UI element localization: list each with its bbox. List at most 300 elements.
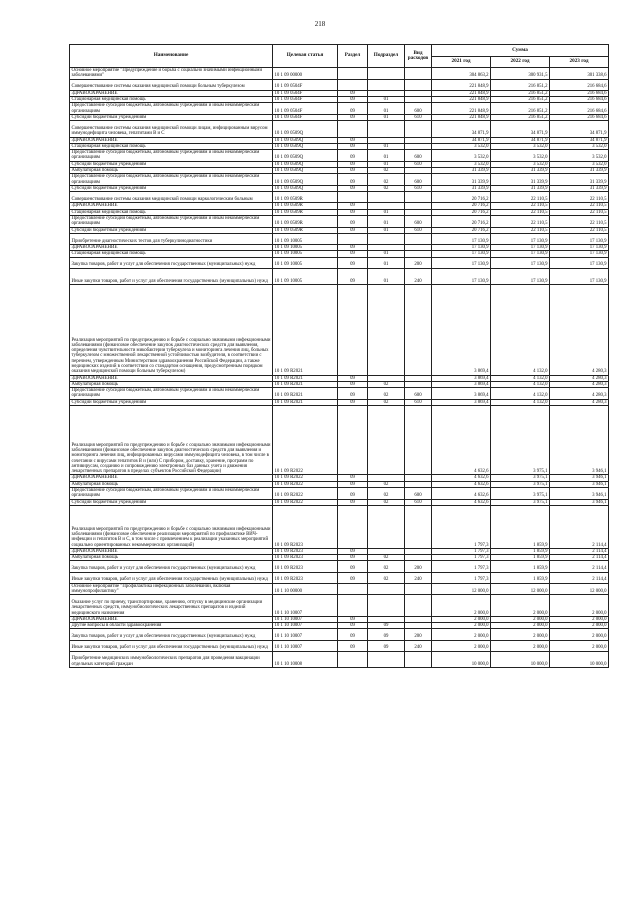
row-expense-type-cell [405,505,432,548]
row-2021-cell: 4 632,6 [432,406,491,475]
row-section-cell [338,79,368,90]
row-section-cell [338,505,368,548]
row-expense-type-cell: 610 [405,499,432,505]
row-2021-cell: 3 869,4 [432,284,491,375]
row-subsection-cell: 09 [368,640,405,651]
row-subsection-cell: 02 [368,185,405,191]
row-2022-cell: 3 975,1 [491,499,550,505]
table-row [70,150,609,162]
row-2023-cell: 22 110,5 [550,215,609,227]
row-section-cell: 09 [338,640,368,651]
row-2022-cell: 3 532,0 [491,150,550,162]
row-target-cell: 10 1 09 0504F [273,103,338,115]
row-2022-cell: 34 871,9 [491,137,550,143]
row-2022-cell: 4 132,0 [491,381,550,387]
row-2022-cell: 4 132,0 [491,375,550,381]
row-subsection-cell: 01 [368,103,405,115]
table-row [70,488,609,500]
row-subsection-cell: 01 [368,150,405,162]
table-row [70,233,609,244]
row-target-cell: 10 1 09 0509Q [273,150,338,162]
row-2021-cell: 17 130,9 [432,244,491,250]
row-target-cell: 10 1 09 R2023 [273,555,338,561]
row-section-cell [338,192,368,203]
row-section-cell: 09 [338,572,368,583]
table-row [70,572,609,583]
row-2023-cell: 4 280,3 [550,375,609,381]
row-2023-cell: 216 684,6 [550,114,609,120]
row-name-cell: Закупка товаров, работ и услуг для обеспечения государственных (муниципальных) нужд [70,561,273,572]
header-sum: Сумма [432,45,609,57]
row-subsection-cell: 01 [368,251,405,257]
row-2023-cell: 2 000,0 [550,616,609,622]
row-expense-type-cell [405,121,432,137]
row-name-cell: ЗДРАВООХРАНЕНИЕ [70,244,273,250]
row-2023-cell: 2 000,0 [550,640,609,651]
row-expense-type-cell: 240 [405,268,432,284]
row-2021-cell: 31 339,9 [432,168,491,174]
table-row [70,121,609,137]
row-name-cell: ЗДРАВООХРАНЕНИЕ [70,475,273,481]
row-subsection-cell: 01 [368,268,405,284]
row-2021-cell: 1 797,3 [432,561,491,572]
row-section-cell: 09 [338,381,368,387]
row-2021-cell: 12 000,0 [432,583,491,595]
row-expense-type-cell [405,68,432,80]
row-expense-type-cell: 600 [405,103,432,115]
row-section-cell: 09 [338,90,368,96]
row-section-cell [338,406,368,475]
row-target-cell: 10 1 10 10008 [273,651,338,667]
row-2023-cell: 3 946,1 [550,406,609,475]
row-target-cell: 10 1 09 R2022 [273,499,338,505]
row-name-cell: Стационарная медицинская помощь [70,251,273,257]
row-expense-type-cell: 610 [405,399,432,405]
row-2022-cell: 3 532,0 [491,143,550,149]
table-row [70,215,609,227]
row-expense-type-cell [405,284,432,375]
row-section-cell: 09 [338,561,368,572]
row-expense-type-cell [405,233,432,244]
row-2023-cell: 31 339,9 [550,185,609,191]
row-2022-cell: 31 339,9 [491,174,550,186]
row-name-cell: Предоставление субсидий бюджетным, автономным учреждениям и иным некоммерческим организациям [70,215,273,227]
row-name-cell: Стационарная медицинская помощь [70,209,273,215]
row-section-cell [338,651,368,667]
row-section-cell: 09 [338,215,368,227]
row-2021-cell: 20 716,2 [432,203,491,209]
row-expense-type-cell: 200 [405,257,432,268]
row-2022-cell: 2 000,0 [491,616,550,622]
row-subsection-cell: 02 [368,481,405,487]
row-subsection-cell: 01 [368,257,405,268]
row-subsection-cell [368,595,405,617]
row-subsection-cell: 09 [368,623,405,629]
row-subsection-cell: 02 [368,399,405,405]
row-target-cell: 10 1 09 0509Q [273,185,338,191]
row-2021-cell: 20 716,2 [432,227,491,233]
row-name-cell: ЗДРАВООХРАНЕНИЕ [70,375,273,381]
row-2021-cell: 2 000,0 [432,640,491,651]
row-2023-cell: 301 338,6 [550,68,609,80]
row-2021-cell: 1 797,3 [432,505,491,548]
row-subsection-cell [368,505,405,548]
row-2021-cell: 221 848,9 [432,114,491,120]
row-2021-cell: 1 797,3 [432,572,491,583]
budget-table [69,44,609,668]
row-target-cell: 10 1 09 10005 [273,233,338,244]
row-2022-cell: 17 130,9 [491,233,550,244]
row-2021-cell: 304 863,2 [432,68,491,80]
row-name-cell: Закупка товаров, работ и услуг для обеспечения государственных (муниципальных) нужд [70,629,273,640]
row-subsection-cell [368,284,405,375]
row-subsection-cell: 02 [368,555,405,561]
row-2022-cell: 2 000,0 [491,623,550,629]
row-2023-cell: 31 339,9 [550,174,609,186]
row-target-cell: 10 1 09 R2022 [273,475,338,481]
row-subsection-cell [368,192,405,203]
row-section-cell: 09 [338,475,368,481]
row-2023-cell: 22 110,5 [550,209,609,215]
row-section-cell: 09 [338,623,368,629]
row-2023-cell: 3 946,1 [550,475,609,481]
row-target-cell: 10 1 09 0509R [273,209,338,215]
row-2021-cell: 34 871,9 [432,137,491,143]
row-section-cell: 09 [338,244,368,250]
row-expense-type-cell: 200 [405,629,432,640]
row-2022-cell: 3 532,0 [491,161,550,167]
row-target-cell: 10 1 10 10007 [273,616,338,622]
row-target-cell: 10 1 09 R2022 [273,406,338,475]
row-section-cell: 09 [338,227,368,233]
row-2023-cell: 34 871,9 [550,121,609,137]
row-2022-cell: 1 859,9 [491,505,550,548]
row-name-cell: Стационарная медицинская помощь [70,96,273,102]
row-name-cell: Субсидии бюджетным учреждениям [70,227,273,233]
row-name-cell: Амбулаторная помощь [70,481,273,487]
row-expense-type-cell [405,406,432,475]
row-section-cell [338,284,368,375]
row-expense-type-cell: 610 [405,185,432,191]
row-name-cell: Амбулаторная помощь [70,381,273,387]
row-2023-cell: 216 684,6 [550,79,609,90]
row-name-cell: Приобретение медицинских иммунобиологических препаратов для проведения вакцинации отдельных категорий граждан [70,651,273,667]
row-2023-cell: 17 130,9 [550,257,609,268]
row-target-cell: 10 1 10 10007 [273,595,338,617]
row-expense-type-cell: 600 [405,388,432,400]
row-2022-cell: 2 000,0 [491,629,550,640]
row-2022-cell: 300 931,5 [491,68,550,80]
row-target-cell: 10 1 09 0504F [273,90,338,96]
row-2021-cell: 221 848,9 [432,96,491,102]
row-section-cell: 09 [338,499,368,505]
row-name-cell: Иные закупки товаров, работ и услуг для обеспечения государственных (муниципальных) нужд [70,268,273,284]
row-2022-cell: 22 110,5 [491,209,550,215]
row-section-cell [338,595,368,617]
row-subsection-cell: 01 [368,227,405,233]
row-target-cell: 10 1 09 0509Q [273,143,338,149]
row-target-cell: 10 1 09 0509R [273,203,338,209]
row-target-cell: 10 1 09 0509Q [273,137,338,143]
row-name-cell: Реализация мероприятий по предупреждению и борьбе с социально значимыми инфекционными заболеваниями (финансовое обеспечение закупок диагностических средств для выявления, определения чувствительности микобактерии туберкулеза и мониторинга лечения лиц, больных туберкулезом с множественной лекарственной устойчивостью возбудителя, в соответствии с перечнем, утвержденным Министерством здравоохранения Российской Федерации, а также медицинских изделий в соответствии со стандартом оснащения, предусмотренным порядком оказания медицинской помощи больным туберкулезом) [70,284,273,375]
row-expense-type-cell: 610 [405,227,432,233]
row-name-cell: ЗДРАВООХРАНЕНИЕ [70,616,273,622]
row-2021-cell: 31 339,9 [432,185,491,191]
table-body [70,68,609,668]
table-row [70,640,609,651]
row-section-cell: 09 [338,137,368,143]
row-name-cell: Предоставление субсидий бюджетным, автономным учреждениям и иным некоммерческим организациям [70,174,273,186]
row-name-cell: ЗДРАВООХРАНЕНИЕ [70,203,273,209]
row-2022-cell: 22 110,5 [491,227,550,233]
row-name-cell: Предоставление субсидий бюджетным, автономным учреждениям и иным некоммерческим организациям [70,388,273,400]
row-target-cell: 10 1 09 0509Q [273,174,338,186]
row-section-cell: 09 [338,203,368,209]
row-2023-cell: 17 130,9 [550,233,609,244]
row-expense-type-cell: 610 [405,161,432,167]
row-2023-cell: 17 130,9 [550,244,609,250]
row-2021-cell: 4 632,6 [432,475,491,481]
row-section-cell: 09 [338,209,368,215]
row-section-cell: 09 [338,375,368,381]
row-2023-cell: 3 946,1 [550,499,609,505]
row-2022-cell: 3 975,1 [491,406,550,475]
row-subsection-cell: 02 [368,561,405,572]
table-row [70,388,609,400]
row-section-cell: 09 [338,399,368,405]
row-subsection-cell: 01 [368,215,405,227]
row-section-cell: 09 [338,185,368,191]
table-row [70,406,609,475]
row-subsection-cell: 02 [368,168,405,174]
row-2021-cell: 221 848,9 [432,79,491,90]
row-2023-cell: 22 110,5 [550,192,609,203]
row-2022-cell: 22 110,5 [491,203,550,209]
row-subsection-cell: 01 [368,114,405,120]
row-section-cell: 09 [338,268,368,284]
row-name-cell: Другие вопросы в области здравоохранения [70,623,273,629]
row-2021-cell: 3 532,0 [432,143,491,149]
table-row [70,174,609,186]
row-2021-cell: 20 716,2 [432,215,491,227]
row-2022-cell: 216 851,2 [491,90,550,96]
row-2023-cell: 3 532,0 [550,150,609,162]
row-name-cell: ЗДРАВООХРАНЕНИЕ [70,137,273,143]
row-target-cell: 10 1 09 R2023 [273,561,338,572]
row-section-cell: 09 [338,555,368,561]
row-2021-cell: 17 130,9 [432,251,491,257]
row-name-cell: Основное мероприятие "Предупреждение и борьба с социально значимыми инфекционными заболеваниями" [70,68,273,80]
header-target: Целевая статья [273,45,338,68]
row-2022-cell: 3 975,1 [491,475,550,481]
row-section-cell: 09 [338,629,368,640]
table-row [70,561,609,572]
row-section-cell: 09 [338,103,368,115]
table-row [70,79,609,90]
table-row [70,103,609,115]
row-target-cell: 10 1 09 0509R [273,227,338,233]
row-2023-cell: 3 532,0 [550,143,609,149]
row-2021-cell: 17 130,9 [432,257,491,268]
row-section-cell: 09 [338,161,368,167]
row-2022-cell: 4 132,0 [491,388,550,400]
row-section-cell: 09 [338,616,368,622]
row-target-cell: 10 1 09 R2021 [273,375,338,381]
row-subsection-cell: 09 [368,629,405,640]
row-subsection-cell: 02 [368,381,405,387]
row-2021-cell: 20 716,2 [432,209,491,215]
row-2023-cell: 2 114,4 [550,505,609,548]
row-target-cell: 10 1 09 10005 [273,268,338,284]
row-2023-cell: 3 946,1 [550,488,609,500]
row-2023-cell: 2 114,4 [550,561,609,572]
row-section-cell: 09 [338,388,368,400]
table-row [70,192,609,203]
table-row [70,68,609,80]
row-target-cell: 10 1 09 0504F [273,114,338,120]
row-expense-type-cell [405,583,432,595]
row-2022-cell: 4 132,0 [491,284,550,375]
row-section-cell: 09 [338,251,368,257]
row-subsection-cell [368,233,405,244]
row-name-cell: ЗДРАВООХРАНЕНИЕ [70,548,273,554]
row-2021-cell: 17 130,9 [432,233,491,244]
row-2023-cell: 12 000,0 [550,583,609,595]
row-target-cell: 10 1 09 0509Q [273,168,338,174]
row-target-cell: 10 1 09 R2023 [273,505,338,548]
row-subsection-cell: 02 [368,388,405,400]
row-target-cell: 10 1 09 10005 [273,244,338,250]
row-target-cell: 10 1 09 R2021 [273,388,338,400]
row-2022-cell: 22 110,5 [491,192,550,203]
header-year-2023: 2023 год [550,57,609,68]
row-name-cell: Закупка товаров, работ и услуг для обеспечения государственных (муниципальных) нужд [70,257,273,268]
row-name-cell: Субсидии бюджетным учреждениям [70,185,273,191]
row-subsection-cell: 01 [368,209,405,215]
row-2023-cell: 2 114,4 [550,548,609,554]
row-name-cell: Иные закупки товаров, работ и услуг для обеспечения государственных (муниципальных) нужд [70,572,273,583]
row-2023-cell: 17 130,9 [550,251,609,257]
row-2023-cell: 3 946,1 [550,481,609,487]
row-subsection-cell [368,583,405,595]
row-section-cell: 09 [338,481,368,487]
table-row [70,257,609,268]
row-target-cell: 10 1 09 0509R [273,192,338,203]
row-2021-cell: 20 716,2 [432,192,491,203]
row-target-cell: 10 1 10 00000 [273,583,338,595]
row-target-cell: 10 1 09 00000 [273,68,338,80]
row-2022-cell: 34 871,9 [491,121,550,137]
row-2022-cell: 22 110,5 [491,215,550,227]
row-name-cell: ЗДРАВООХРАНЕНИЕ [70,90,273,96]
row-name-cell: Субсидии бюджетным учреждениям [70,114,273,120]
row-2022-cell: 216 851,2 [491,103,550,115]
row-expense-type-cell [405,79,432,90]
row-2022-cell: 4 132,0 [491,399,550,405]
row-name-cell: Субсидии бюджетным учреждениям [70,161,273,167]
row-section-cell: 09 [338,96,368,102]
row-name-cell: Основное мероприятие "Профилактика инфекционных заболеваний, включая иммунопрофилактику" [70,583,273,595]
row-expense-type-cell: 240 [405,572,432,583]
row-2021-cell: 221 848,9 [432,103,491,115]
row-target-cell: 10 1 09 R2021 [273,284,338,375]
row-2022-cell: 17 130,9 [491,251,550,257]
row-2022-cell: 216 851,2 [491,96,550,102]
row-target-cell: 10 1 09 0509Q [273,121,338,137]
header-subsection: Подраздел [368,45,405,68]
row-target-cell: 10 1 09 0504F [273,96,338,102]
table-row [70,629,609,640]
row-target-cell: 10 1 09 R2023 [273,572,338,583]
row-2022-cell: 1 859,9 [491,561,550,572]
row-2023-cell: 22 110,5 [550,203,609,209]
row-2022-cell: 1 859,9 [491,572,550,583]
row-2021-cell: 17 130,9 [432,268,491,284]
row-2021-cell: 1 797,3 [432,548,491,554]
row-name-cell: Амбулаторная помощь [70,168,273,174]
row-section-cell: 09 [338,257,368,268]
row-expense-type-cell: 600 [405,150,432,162]
row-name-cell: Приобретение диагностических тестов для туберкулинодиагностики [70,233,273,244]
table-row [70,268,609,284]
row-target-cell: 10 1 09 10005 [273,257,338,268]
row-2022-cell: 2 000,0 [491,595,550,617]
table-row [70,651,609,667]
row-subsection-cell: 02 [368,174,405,186]
table-row [70,284,609,375]
row-2021-cell: 3 869,4 [432,381,491,387]
row-target-cell: 10 1 09 R2022 [273,488,338,500]
row-2023-cell: 2 000,0 [550,629,609,640]
row-2021-cell: 3 532,0 [432,161,491,167]
row-section-cell [338,121,368,137]
row-2021-cell: 2 000,0 [432,595,491,617]
row-2022-cell: 17 130,9 [491,257,550,268]
row-section-cell: 09 [338,143,368,149]
row-2021-cell: 3 532,0 [432,150,491,162]
table-row [70,583,609,595]
row-subsection-cell [368,68,405,80]
row-subsection-cell: 01 [368,143,405,149]
row-2023-cell: 2 114,4 [550,572,609,583]
row-2023-cell: 4 280,3 [550,381,609,387]
row-name-cell: Совершенствование системы оказания медицинской помощи лицам, инфицированным вирусом иммунодефицита человека, гепатитами В и С [70,121,273,137]
row-2023-cell: 31 339,9 [550,168,609,174]
row-2021-cell: 221 848,9 [432,90,491,96]
row-2021-cell: 3 869,4 [432,399,491,405]
row-name-cell: Амбулаторная помощь [70,555,273,561]
row-target-cell: 10 1 09 R2021 [273,381,338,387]
row-2022-cell: 31 339,9 [491,168,550,174]
row-2021-cell: 1 797,3 [432,555,491,561]
row-section-cell: 09 [338,150,368,162]
row-2022-cell: 31 339,9 [491,185,550,191]
row-target-cell: 10 1 09 10005 [273,251,338,257]
row-target-cell: 10 1 10 10007 [273,623,338,629]
row-2022-cell: 2 000,0 [491,640,550,651]
row-subsection-cell [368,651,405,667]
row-2023-cell: 216 684,6 [550,90,609,96]
row-2021-cell: 4 632,6 [432,488,491,500]
row-target-cell: 10 1 09 R2022 [273,481,338,487]
row-target-cell: 10 1 09 R2023 [273,548,338,554]
row-expense-type-cell [405,651,432,667]
row-subsection-cell: 01 [368,161,405,167]
row-2022-cell: 17 130,9 [491,244,550,250]
row-subsection-cell: 02 [368,499,405,505]
row-2022-cell: 12 000,0 [491,583,550,595]
row-name-cell: Предоставление субсидий бюджетным, автономным учреждениям и иным некоммерческим организациям [70,150,273,162]
